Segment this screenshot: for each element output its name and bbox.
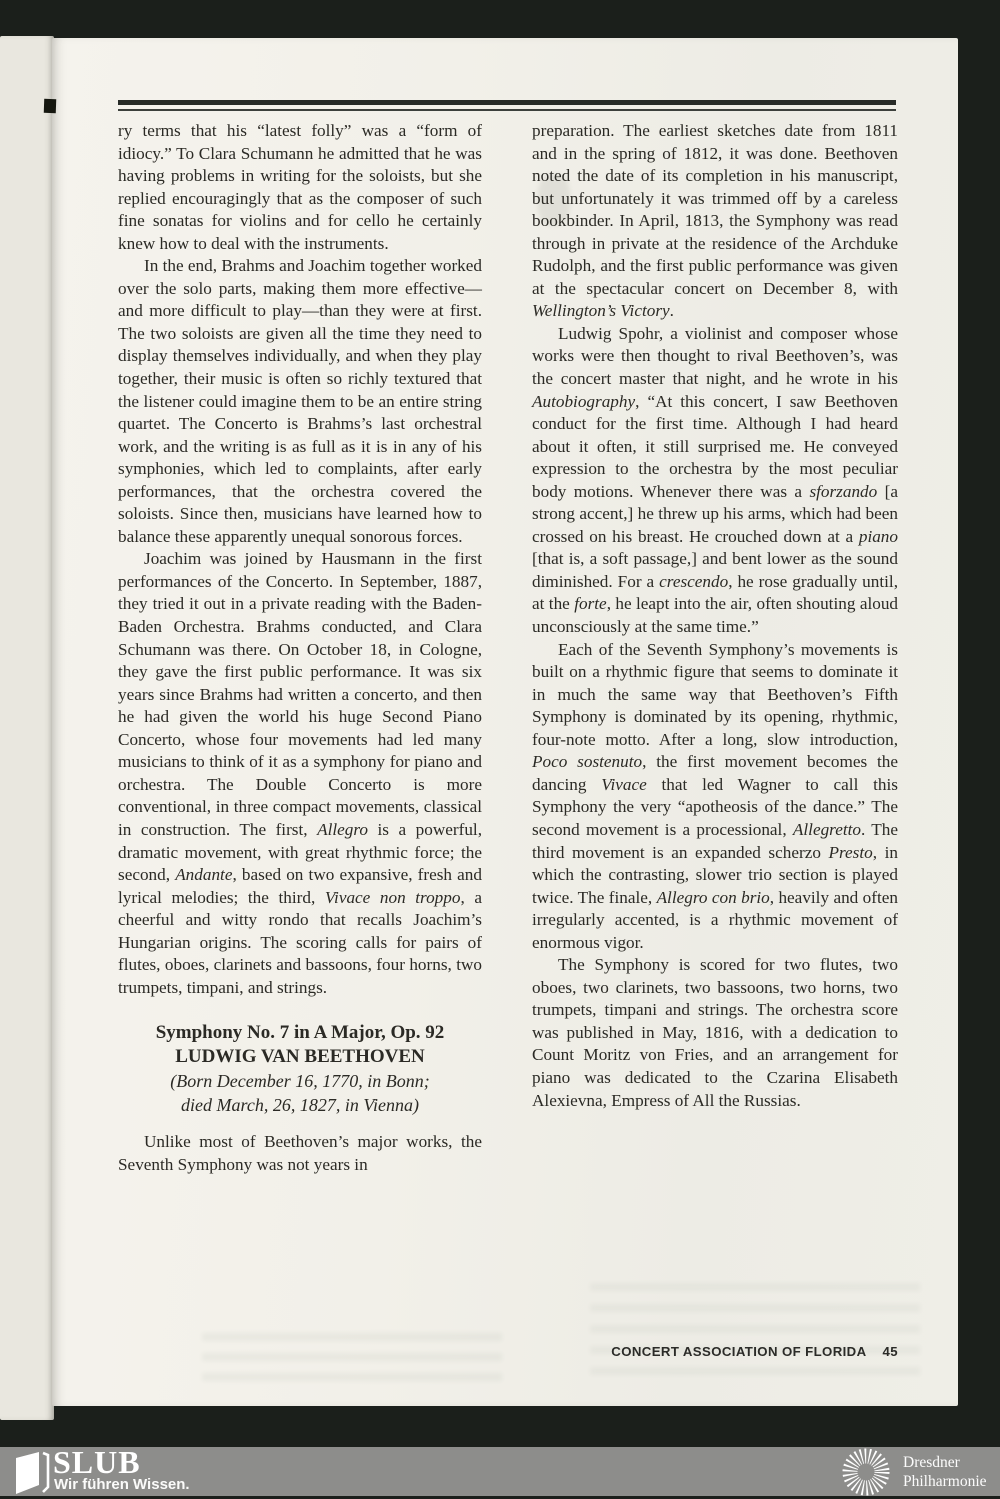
paragraph: Joachim was joined by Hausmann in the first performances of the Concerto. In September, 1887, they tried it out in a private reading with the Baden-Baden Orchestra. Brahms conducted, and Clara Schumann was there. On October 18, in Cologne, they gave the first public performance. It was six years since Brahms had written a concerto, and then he had given the world his huge Second Piano Concerto, whose four movements had led many musicians to think of it as a symphony for piano and orchestra. The Double Concerto is more conventional, in three compact movements, classical in construction. The first, Allegro is a powerful, dramatic movement, with great rhythmic force; the second, Andante, based on two expansive, fresh and lyrical melodies; the third, Vivace non troppo, a cheerful and witty rondo that recalls Joachim’s Hungarian origins. The scoring calls for pairs of flutes, oboes, clarinets and bassoons, four horns, two trumpets, timpani, and strings.: [118, 549, 482, 997]
dresdner-philharmonie-logo[interactable]: [840, 1447, 1000, 1496]
left-column-upper-paragraphs: [118, 120, 482, 999]
page-number: 45: [882, 1344, 898, 1359]
bleed-through-artifact: [202, 1333, 502, 1385]
philharmonie-line1: Dresdner: [903, 1454, 960, 1471]
spine-mark: [44, 99, 56, 113]
open-book-icon: [15, 1450, 51, 1495]
running-footer: [532, 1344, 898, 1359]
right-column-paragraphs: [532, 120, 898, 1112]
paragraph: The Symphony is scored for two flutes, two oboes, two clarinets, two bassoons, two horns, two trumpets, timpani and strings. The orchestra score was published in May, 1816, with a dedication to Count Moritz von Fries, and an arrangement for piano was dedicated to the Czarina Elisabeth Alexievna, Empress of All the Russias.: [532, 955, 898, 1110]
right-text-column: [532, 120, 898, 1112]
slub-tagline: Wir führen Wissen.: [54, 1476, 190, 1493]
slub-logo[interactable]: [15, 1444, 245, 1495]
composer-died-line: died March, 26, 1827, in Vienna): [181, 1095, 419, 1116]
work-title: Symphony No. 7 in A Major, Op. 92: [155, 1022, 445, 1044]
footer-label: CONCERT ASSOCIATION OF FLORIDA: [611, 1344, 867, 1359]
composer-name: LUDWIG VAN BEETHOVEN: [175, 1046, 425, 1068]
paragraph: Each of the Seventh Symphony’s movements is built on a rhythmic figure that seems to dominate it in much the same way that Beethoven’s Fifth Symphony is dominated by its opening, rhythmic, four-note motto. After a long, slow introduction, Poco sostenuto, the first movement becomes the dancing Vivace that led Wagner to call this Symphony the very “apotheosis of the dance.” The second movement is a processional, Allegretto. The third movement is an expanded scherzo Presto, in which the contrasting, slower trio section is played twice. The finale, Allegro con brio, heavily and often irregularly accented, is a rhythmic movement of enormous vigor.: [532, 639, 898, 952]
viewer-footer-bar: [0, 1444, 1000, 1496]
composer-born-line: (Born December 16, 1770, in Bonn;: [170, 1071, 430, 1092]
top-rule-thin: [118, 109, 896, 111]
bleed-through-artifact: [590, 1283, 920, 1383]
slub-wordmark: SLUB: [53, 1444, 141, 1480]
starburst-icon: [840, 1447, 892, 1499]
philharmonie-wordmark: [903, 1453, 987, 1491]
left-column-lower-paragraphs: [118, 1131, 482, 1176]
paragraph: Unlike most of Beethoven’s major works, the Seventh Symphony was not years in: [118, 1132, 482, 1174]
paragraph: preparation. The earliest sketches date from 1811 and in the spring of 1812, it was done. Beethoven noted the date of its completion in his manuscript, but unfortunately it was trimmed off by a careless bookbinder. In April, 1813, the Symphony was read through in private at the residence of the Archduke Rudolph, and the first public performance was given at the spectacular concert on December 8, with Wellington’s Victory.: [532, 121, 898, 321]
paragraph: ry terms that his “latest folly” was a “form of idiocy.” To Clara Schumann he admitted that he was having problems in writing for the soloists, but she replied encouragingly that as the composer of such fine sonatas for violins and for cello he certainly knew how to deal with the instruments.: [118, 121, 482, 253]
left-text-column: [118, 120, 482, 1176]
philharmonie-line2: Philharmonie: [903, 1473, 987, 1490]
paragraph: In the end, Brahms and Joachim together worked over the solo parts, making them more effective—and more difficult to play—than they were at first. The two soloists are given all the time they need to display themselves individually, and when they play together, their music is often so richly textured that the listener could imagine them to be an entire string quartet. The Concerto is Brahms’s last orchestral work, and the writing is as full as it is in any of his symphonies, which led to complaints, after early performances, that the orchestra covered the soloists. Since then, musicians have learned how to balance these apparently unequal sonorous forces.: [118, 256, 482, 546]
work-heading: [118, 1021, 482, 1117]
paragraph: Ludwig Spohr, a violinist and composer whose works were then thought to rival Beethoven’s, was the concert master that night, and he wrote in his Autobiography, “At this concert, I saw Beethoven conduct for the first time. Although I had heard about it often, it still surprised me. He conveyed expression to the orchestra by the most peculiar body motions. Whenever there was a sforzando [a strong accent,] he threw up his arms, which had been crossed on his breast. He crouched down at a piano [that is, a soft passage,] and bent lower as the sound diminished. For a crescendo, he rose gradually until, at the forte, he leapt into the air, often shouting aloud unconsciously at the same time.”: [532, 323, 898, 637]
adjacent-page-edge: [0, 36, 54, 1420]
scanned-program-page: [52, 38, 958, 1406]
top-rule-thick: [118, 100, 896, 105]
